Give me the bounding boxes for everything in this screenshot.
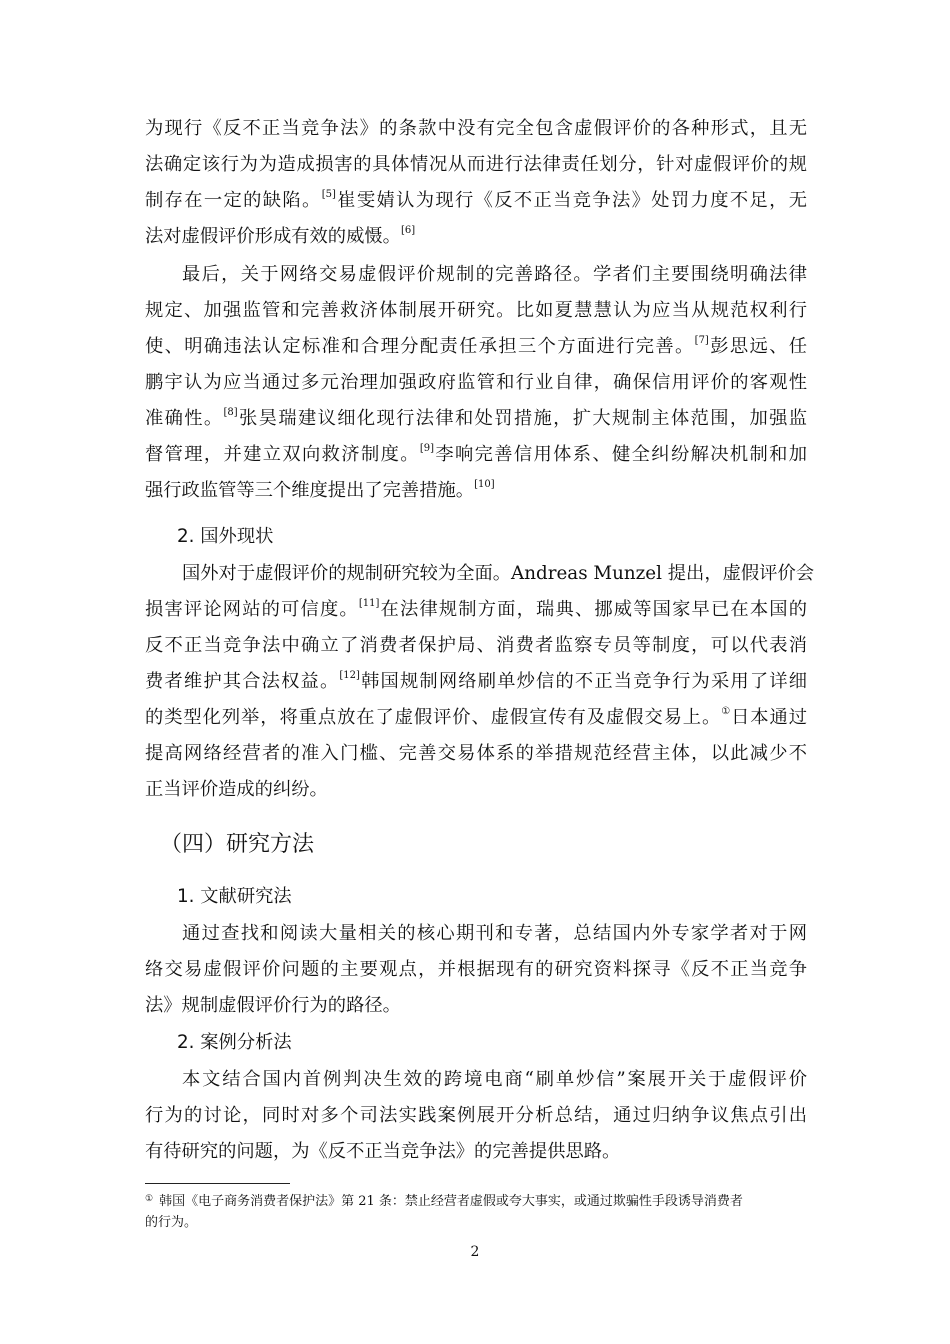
paragraph-line: 准确性。[8]张昊瑞建议细化现行法律和处罚措施，扩大规制主体范围，加强监 <box>145 407 808 429</box>
paragraph-case-method <box>145 1062 807 1170</box>
paragraph-line: 为现行《反不正当竞争法》的条款中没有完全包含虚假评价的各种形式，且无 <box>145 118 807 139</box>
paragraph-line: 法》规制虚假评价行为的路径。 <box>145 995 401 1016</box>
paragraph-line: 强行政监管等三个维度提出了完善措施。[10] <box>145 479 495 501</box>
footnote-line: 的行为。 <box>145 1215 198 1230</box>
paragraph-line: 规定、加强监管和完善救济体制展开研究。比如夏慧慧认为应当从规范权利行 <box>145 300 807 321</box>
paragraph-line: 正当评价造成的纠纷。 <box>145 779 328 800</box>
paragraph-line: 损害评论网站的可信度。[11]在法律规制方面，瑞典、挪威等国家早已在本国的 <box>145 598 808 620</box>
citation-ref: [6] <box>400 225 416 236</box>
section-heading-foreign-status: 2. 国外现状 <box>177 526 274 547</box>
paragraph-line: 通过查找和阅读大量相关的核心期刊和专著，总结国内外专家学者对于网 <box>182 923 807 944</box>
paragraph-line: 行为的讨论，同时对多个司法实践案例展开分析总结，通过归纳争议焦点引出 <box>145 1105 807 1126</box>
citation-ref: [10] <box>474 479 495 490</box>
section-heading-literature-method: 1. 文献研究法 <box>177 886 292 907</box>
footnote <box>145 1192 807 1233</box>
paragraph-line: 使、明确违法认定标准和合理分配责任承担三个方面进行完善。[7]彭思远、任 <box>145 335 807 357</box>
paragraph-line: 费者维护其合法权益。[12]韩国规制网络刷单炒信的不正当竞争行为采用了详细 <box>145 670 808 692</box>
footnote-mark: ① <box>145 1194 154 1204</box>
citation-ref: [12] <box>339 670 360 681</box>
paragraph-line: 法确定该行为为造成损害的具体情况从而进行法律责任划分，针对虚假评价的规 <box>145 154 807 175</box>
paragraph-line: 有待研究的问题，为《反不正当竞争法》的完善提供思路。 <box>145 1141 621 1162</box>
paragraph-line: 督管理，并建立双向救济制度。[9]李响完善信用体系、健全纠纷解决机制和加 <box>145 443 808 465</box>
citation-ref: [11] <box>358 598 380 609</box>
paragraph-line: 国外对于虚假评价的规制研究较为全面。Andreas Munzel 提出，虚假评价会 <box>182 563 815 584</box>
paragraph-continuation <box>145 111 807 255</box>
paragraph-foreign-research <box>145 556 815 808</box>
paragraph-line: 反不正当竞争法中确立了消费者保护局、消费者监察专员等制度，可以代表消 <box>145 635 807 656</box>
paragraph-line: 络交易虚假评价问题的主要观点，并根据现有的研究资料探寻《反不正当竞争 <box>145 959 807 980</box>
footnote-line: ① 韩国《电子商务消费者保护法》第 21 条：禁止经营者虚假或夸大事实，或通过欺骗性手段诱导消费者 <box>145 1194 743 1209</box>
page-number: 2 <box>470 1244 480 1260</box>
citation-ref: [7] <box>694 335 709 346</box>
section-heading-case-method: 2. 案例分析法 <box>177 1032 292 1053</box>
section-heading-research-methods: （四）研究方法 <box>160 832 315 857</box>
paragraph-line: 最后，关于网络交易虚假评价规制的完善路径。学者们主要围绕明确法律 <box>182 264 807 285</box>
paragraph-line: 鹏宇认为应当通过多元治理加强政府监管和行业自律，确保信用评价的客观性 <box>145 372 807 393</box>
footnote-ref: ① <box>721 706 732 717</box>
paragraph-line: 的类型化列举，将重点放在了虚假评价、虚假宣传有及虚假交易上。①日本通过 <box>145 706 807 728</box>
citation-ref: [5] <box>321 189 336 200</box>
paragraph-line: 提高网络经营者的准入门槛、完善交易体系的举措规范经营主体，以此减少不 <box>145 743 807 764</box>
paragraph-line: 本文结合国内首例判决生效的跨境电商“刷单炒信”案展开关于虚假评价 <box>182 1069 807 1090</box>
paragraph-line: 法对虚假评价形成有效的威慑。[6] <box>145 225 416 247</box>
paragraph-improvement-paths <box>145 257 807 509</box>
citation-ref: [8] <box>223 407 238 418</box>
footnote-separator <box>145 1183 290 1184</box>
paragraph-literature-method <box>145 916 807 1024</box>
paragraph-line: 制存在一定的缺陷。[5]崔雯婧认为现行《反不正当竞争法》处罚力度不足，无 <box>145 189 808 211</box>
citation-ref: [9] <box>419 443 435 454</box>
